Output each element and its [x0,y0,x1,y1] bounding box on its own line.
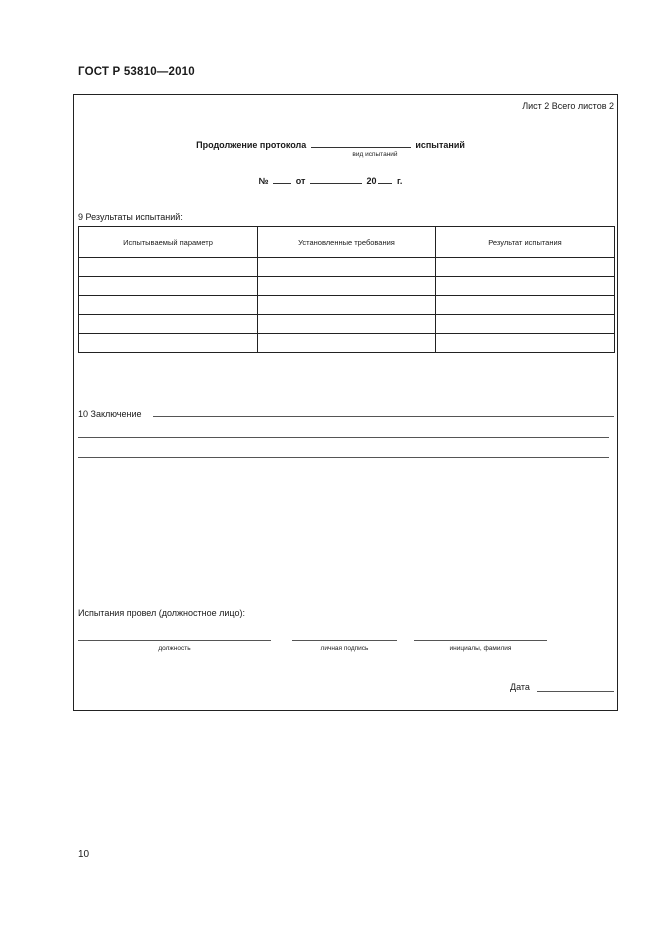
table-cell[interactable] [436,277,615,296]
year-suffix: г. [396,176,403,186]
column-header-parameter: Испытываемый параметр [79,227,258,258]
year-prefix: 20 [366,176,377,186]
date-blank[interactable] [310,174,362,184]
position-line[interactable] [78,640,271,641]
signature-caption: личная подпись [320,645,369,652]
table-row [79,315,615,334]
number-blank[interactable] [273,174,291,184]
test-kind-blank[interactable] [311,138,411,148]
document-code: ГОСТ Р 53810—2010 [78,66,195,78]
table-cell[interactable] [258,277,436,296]
number-label: № [258,176,269,186]
title-suffix: испытаний [415,140,465,150]
conclusion-line-1[interactable] [153,416,614,417]
protocol-number-line [0,174,661,186]
conclusion-label: 10 Заключение [78,409,142,419]
table-cell[interactable] [79,334,258,353]
conclusion-line-3[interactable] [78,457,609,458]
results-table [78,226,615,353]
signature-line[interactable] [292,640,397,641]
performed-by-label: Испытания провел (должностное лицо): [78,608,245,618]
name-caption: инициалы, фамилия [449,645,512,652]
table-cell[interactable] [79,258,258,277]
protocol-title [0,138,661,150]
table-row [79,258,615,277]
protocol-frame [73,94,618,711]
date-label: Дата [510,682,530,692]
test-kind-caption: вид испытаний [352,151,398,158]
table-cell[interactable] [258,296,436,315]
table-cell[interactable] [436,334,615,353]
page-number: 10 [78,849,90,860]
results-section-label: 9 Результаты испытаний: [78,212,183,222]
table-row [79,296,615,315]
table-cell[interactable] [436,258,615,277]
date-line[interactable] [537,691,614,692]
table-cell[interactable] [436,296,615,315]
table-cell[interactable] [79,277,258,296]
table-cell[interactable] [436,315,615,334]
table-cell[interactable] [79,296,258,315]
name-line[interactable] [414,640,547,641]
table-cell[interactable] [258,334,436,353]
conclusion-line-2[interactable] [78,437,609,438]
table-row [79,277,615,296]
column-header-requirements: Установленные требования [258,227,436,258]
year-blank[interactable] [378,174,392,184]
position-caption: должность [158,645,191,652]
column-header-result: Результат испытания [436,227,615,258]
table-row [79,334,615,353]
table-cell[interactable] [258,258,436,277]
sheet-info: Лист 2 Всего листов 2 [522,101,614,111]
table-cell[interactable] [258,315,436,334]
title-prefix: Продолжение протокола [196,140,307,150]
results-header-row [79,227,615,258]
table-cell[interactable] [79,315,258,334]
from-label: от [295,176,306,186]
